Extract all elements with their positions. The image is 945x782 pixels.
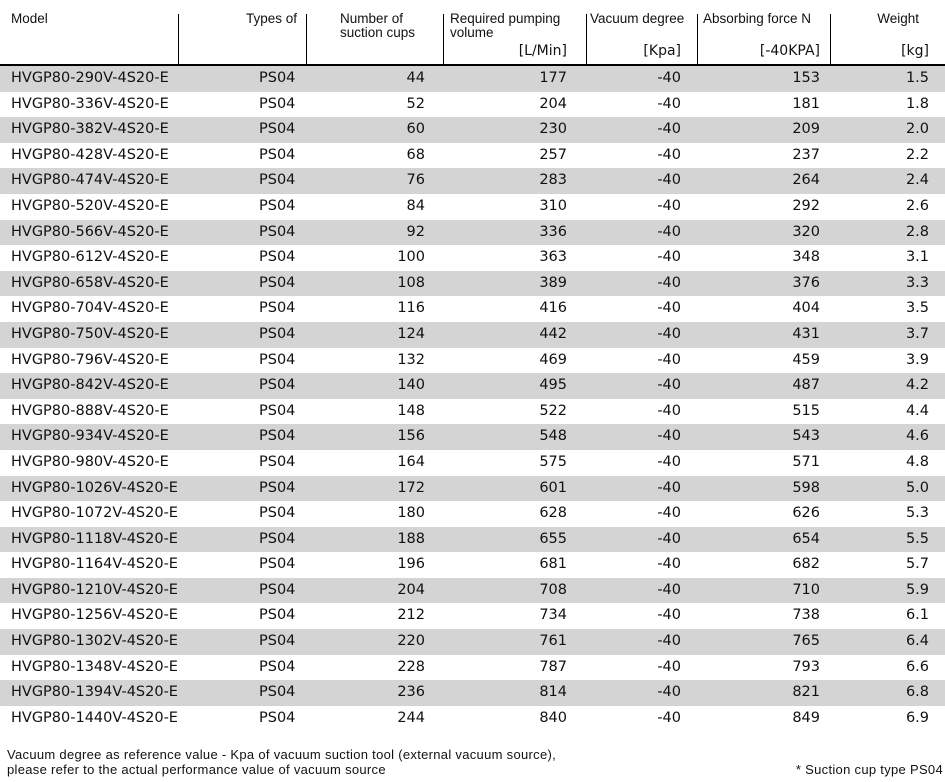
cell-model: HVGP80-1118V-4S20-E	[11, 530, 178, 547]
cell-type: PS04	[259, 709, 296, 726]
cell-weight: 4.6	[905, 428, 929, 445]
cell-force: 431	[792, 325, 820, 342]
cell-cups: 84	[406, 197, 425, 214]
cell-type: PS04	[259, 95, 296, 112]
cell-model: HVGP80-658V-4S20-E	[11, 274, 169, 291]
cell-force: 543	[792, 428, 820, 445]
cell-model: HVGP80-796V-4S20-E	[11, 351, 169, 368]
cell-vac: -40	[657, 300, 681, 317]
cell-model: HVGP80-612V-4S20-E	[11, 249, 169, 266]
cell-flow: 761	[539, 633, 567, 650]
cell-force: 682	[792, 556, 820, 573]
cell-vac: -40	[657, 274, 681, 291]
cell-force: 598	[792, 479, 820, 496]
table-row	[0, 143, 945, 169]
cell-model: HVGP80-474V-4S20-E	[11, 172, 169, 189]
cell-flow: 389	[539, 274, 567, 291]
table-row	[0, 680, 945, 706]
cell-cups: 212	[397, 607, 425, 624]
table-row	[0, 296, 945, 322]
cell-model: HVGP80-1210V-4S20-E	[11, 581, 178, 598]
header-force: Absorbing force N	[703, 11, 812, 26]
table-row	[0, 194, 945, 220]
cell-model: HVGP80-1256V-4S20-E	[11, 607, 178, 624]
cell-cups: 164	[397, 453, 425, 470]
cell-cups: 228	[397, 658, 425, 675]
cell-cups: 140	[397, 377, 425, 394]
cell-weight: 5.7	[905, 556, 929, 573]
table-row	[0, 706, 945, 732]
cell-cups: 188	[397, 530, 425, 547]
cell-cups: 116	[397, 300, 425, 317]
table-body	[0, 66, 945, 731]
cell-weight: 5.3	[905, 505, 929, 522]
cell-cups: 108	[397, 274, 425, 291]
cell-type: PS04	[259, 172, 296, 189]
cell-cups: 180	[397, 505, 425, 522]
cell-cups: 124	[397, 325, 425, 342]
table-row	[0, 348, 945, 374]
cell-type: PS04	[259, 377, 296, 394]
cell-cups: 156	[397, 428, 425, 445]
table-row	[0, 578, 945, 604]
table-row	[0, 271, 945, 297]
cell-cups: 68	[406, 146, 425, 163]
table-row	[0, 476, 945, 502]
cell-flow: 177	[539, 70, 567, 86]
cell-force: 821	[792, 684, 820, 701]
cell-type: PS04	[259, 530, 296, 547]
cell-force: 153	[792, 70, 820, 86]
table-row	[0, 655, 945, 681]
cell-model: HVGP80-704V-4S20-E	[11, 300, 169, 317]
cell-vac: -40	[657, 556, 681, 573]
cell-weight: 3.1	[905, 249, 929, 266]
cell-weight: 4.4	[905, 402, 929, 419]
cell-type: PS04	[259, 402, 296, 419]
cell-cups: 196	[397, 556, 425, 573]
cell-vac: -40	[657, 223, 681, 240]
header-weight: Weight	[877, 11, 919, 26]
header-flow-unit: [L/Min]	[518, 43, 567, 59]
table-row	[0, 117, 945, 143]
table-row	[0, 399, 945, 425]
cell-type: PS04	[259, 607, 296, 624]
cell-type: PS04	[259, 121, 296, 138]
cell-vac: -40	[657, 146, 681, 163]
header-force-unit: [-40KPA]	[759, 43, 820, 59]
header-types: Types of	[245, 11, 297, 26]
cell-type: PS04	[259, 633, 296, 650]
header-vacuum: Vacuum degree	[590, 11, 685, 26]
cell-weight: 1.8	[905, 95, 929, 112]
cell-vac: -40	[657, 428, 681, 445]
cell-cups: 204	[397, 581, 425, 598]
table-row	[0, 373, 945, 399]
cell-flow: 363	[539, 249, 567, 266]
cell-vac: -40	[657, 505, 681, 522]
footnote	[7, 748, 556, 777]
column-divider	[306, 14, 307, 64]
cell-type: PS04	[259, 453, 296, 470]
cell-vac: -40	[657, 121, 681, 138]
cell-model: HVGP80-1072V-4S20-E	[11, 505, 178, 522]
cell-vac: -40	[657, 633, 681, 650]
cell-flow: 734	[539, 607, 567, 624]
cell-cups: 172	[397, 479, 425, 496]
cell-weight: 5.9	[905, 581, 929, 598]
cell-flow: 840	[539, 709, 567, 726]
cell-model: HVGP80-1394V-4S20-E	[11, 684, 178, 701]
table-row	[0, 322, 945, 348]
cell-flow: 601	[539, 479, 567, 496]
cell-vac: -40	[657, 249, 681, 266]
cell-vac: -40	[657, 172, 681, 189]
cell-weight: 6.1	[905, 607, 929, 624]
column-divider	[586, 14, 587, 64]
cell-vac: -40	[657, 377, 681, 394]
cell-flow: 336	[539, 223, 567, 240]
cell-force: 765	[792, 633, 820, 650]
table-row	[0, 424, 945, 450]
cell-force: 459	[792, 351, 820, 368]
cell-flow: 230	[539, 121, 567, 138]
cell-flow: 548	[539, 428, 567, 445]
header-flow-line2: volume	[450, 25, 494, 40]
cell-flow: 522	[539, 402, 567, 419]
cell-flow: 655	[539, 530, 567, 547]
cell-cups: 236	[397, 684, 425, 701]
cell-model: HVGP80-1440V-4S20-E	[11, 709, 178, 726]
cell-flow: 257	[539, 146, 567, 163]
table-row	[0, 552, 945, 578]
cell-force: 292	[792, 197, 820, 214]
table-row	[0, 603, 945, 629]
table-row	[0, 245, 945, 271]
table-row	[0, 168, 945, 194]
cell-force: 849	[792, 709, 820, 726]
cell-force: 264	[792, 172, 820, 189]
cell-vac: -40	[657, 479, 681, 496]
cell-model: HVGP80-566V-4S20-E	[11, 223, 169, 240]
table-row	[0, 527, 945, 553]
cell-cups: 52	[406, 95, 425, 112]
cell-cups: 244	[397, 709, 425, 726]
header-weight-unit: [kg]	[901, 43, 929, 59]
cell-weight: 5.5	[905, 530, 929, 547]
cell-vac: -40	[657, 351, 681, 368]
cell-flow: 708	[539, 581, 567, 598]
cell-vac: -40	[657, 684, 681, 701]
cell-force: 571	[792, 453, 820, 470]
cell-weight: 6.4	[905, 633, 929, 650]
cell-force: 515	[792, 402, 820, 419]
cell-weight: 2.6	[905, 197, 929, 214]
cell-force: 320	[792, 223, 820, 240]
cell-weight: 6.8	[905, 684, 929, 701]
cell-weight: 3.3	[905, 274, 929, 291]
cell-flow: 310	[539, 197, 567, 214]
cell-flow: 681	[539, 556, 567, 573]
header-model: Model	[11, 11, 48, 26]
cell-flow: 283	[539, 172, 567, 189]
cell-vac: -40	[657, 581, 681, 598]
cell-vac: -40	[657, 530, 681, 547]
cell-vac: -40	[657, 197, 681, 214]
cell-force: 404	[792, 300, 820, 317]
cell-type: PS04	[259, 556, 296, 573]
cell-flow: 787	[539, 658, 567, 675]
cell-type: PS04	[259, 197, 296, 214]
cell-weight: 2.8	[905, 223, 929, 240]
cell-vac: -40	[657, 453, 681, 470]
cell-vac: -40	[657, 402, 681, 419]
cell-type: PS04	[259, 428, 296, 445]
cell-type: PS04	[259, 223, 296, 240]
cell-weight: 2.0	[905, 121, 929, 138]
table-row	[0, 450, 945, 476]
cell-type: PS04	[259, 249, 296, 266]
cell-force: 738	[792, 607, 820, 624]
cell-cups: 100	[397, 249, 425, 266]
cell-weight: 3.7	[905, 325, 929, 342]
cell-type: PS04	[259, 658, 296, 675]
cell-type: PS04	[259, 684, 296, 701]
cell-type: PS04	[259, 325, 296, 342]
cell-weight: 6.9	[905, 709, 929, 726]
cell-flow: 416	[539, 300, 567, 317]
cell-type: PS04	[259, 479, 296, 496]
cell-weight: 3.5	[905, 300, 929, 317]
header-vacuum-unit: [Kpa]	[643, 43, 681, 59]
cell-model: HVGP80-1164V-4S20-E	[11, 556, 178, 573]
cell-vac: -40	[657, 325, 681, 342]
cell-model: HVGP80-520V-4S20-E	[11, 197, 169, 214]
cell-flow: 469	[539, 351, 567, 368]
cell-force: 626	[792, 505, 820, 522]
cell-model: HVGP80-750V-4S20-E	[11, 325, 169, 342]
cell-flow: 442	[539, 325, 567, 342]
cell-cups: 60	[406, 121, 425, 138]
cell-model: HVGP80-1348V-4S20-E	[11, 658, 178, 675]
cell-type: PS04	[259, 351, 296, 368]
cell-vac: -40	[657, 70, 681, 86]
cell-vac: -40	[657, 658, 681, 675]
cell-force: 237	[792, 146, 820, 163]
cell-type: PS04	[259, 274, 296, 291]
cell-vac: -40	[657, 607, 681, 624]
cell-weight: 4.8	[905, 453, 929, 470]
cell-force: 654	[792, 530, 820, 547]
cell-weight: 2.4	[905, 172, 929, 189]
footnote-line2: please refer to the actual performance value of vacuum source	[7, 761, 386, 777]
cell-type: PS04	[259, 70, 296, 86]
cell-cups: 92	[406, 223, 425, 240]
column-divider	[830, 14, 831, 64]
suction-cup-note: * Suction cup type PS04	[795, 762, 943, 777]
cell-force: 181	[792, 95, 820, 112]
table-row	[0, 629, 945, 655]
cell-force: 487	[792, 377, 820, 394]
table-row	[0, 501, 945, 527]
column-divider	[178, 14, 179, 64]
cell-model: HVGP80-1026V-4S20-E	[11, 479, 178, 496]
cell-weight: 4.2	[905, 377, 929, 394]
cell-cups: 132	[397, 351, 425, 368]
cell-weight: 5.0	[905, 479, 929, 496]
header-flow-line1: Required pumping	[450, 11, 561, 26]
cell-cups: 148	[397, 402, 425, 419]
cell-model: HVGP80-934V-4S20-E	[11, 428, 169, 445]
cell-type: PS04	[259, 300, 296, 317]
cell-model: HVGP80-980V-4S20-E	[11, 453, 169, 470]
cell-force: 209	[792, 121, 820, 138]
cell-type: PS04	[259, 505, 296, 522]
header-cups-line1: Number of	[340, 11, 404, 26]
cell-cups: 76	[406, 172, 425, 189]
cell-model: HVGP80-842V-4S20-E	[11, 377, 169, 394]
cell-flow: 495	[539, 377, 567, 394]
cell-flow: 814	[539, 684, 567, 701]
header-cups-line2: suction cups	[340, 25, 416, 40]
cell-force: 376	[792, 274, 820, 291]
cell-weight: 3.9	[905, 351, 929, 368]
cell-vac: -40	[657, 709, 681, 726]
cell-model: HVGP80-428V-4S20-E	[11, 146, 169, 163]
cell-model: HVGP80-336V-4S20-E	[11, 95, 169, 112]
column-divider	[443, 14, 444, 64]
cell-weight: 6.6	[905, 658, 929, 675]
cell-model: HVGP80-382V-4S20-E	[11, 121, 169, 138]
column-divider	[697, 14, 698, 64]
cell-vac: -40	[657, 95, 681, 112]
cell-force: 348	[792, 249, 820, 266]
cell-force: 793	[792, 658, 820, 675]
cell-model: HVGP80-888V-4S20-E	[11, 402, 169, 419]
cell-type: PS04	[259, 581, 296, 598]
cell-cups: 44	[406, 70, 425, 86]
footnote-line1: Vacuum degree as reference value - Kpa of vacuum suction tool (external vacuum source),	[7, 747, 557, 762]
table-row	[0, 66, 945, 92]
table-header	[0, 0, 945, 64]
cell-weight: 1.5	[905, 70, 929, 86]
cell-type: PS04	[259, 146, 296, 163]
cell-cups: 220	[397, 633, 425, 650]
cell-model: HVGP80-1302V-4S20-E	[11, 633, 178, 650]
cell-flow: 575	[539, 453, 567, 470]
table-row	[0, 92, 945, 118]
cell-model: HVGP80-290V-4S20-E	[11, 70, 169, 86]
table-row	[0, 220, 945, 246]
cell-weight: 2.2	[905, 146, 929, 163]
cell-flow: 628	[539, 505, 567, 522]
cell-force: 710	[792, 581, 820, 598]
cell-flow: 204	[539, 95, 567, 112]
